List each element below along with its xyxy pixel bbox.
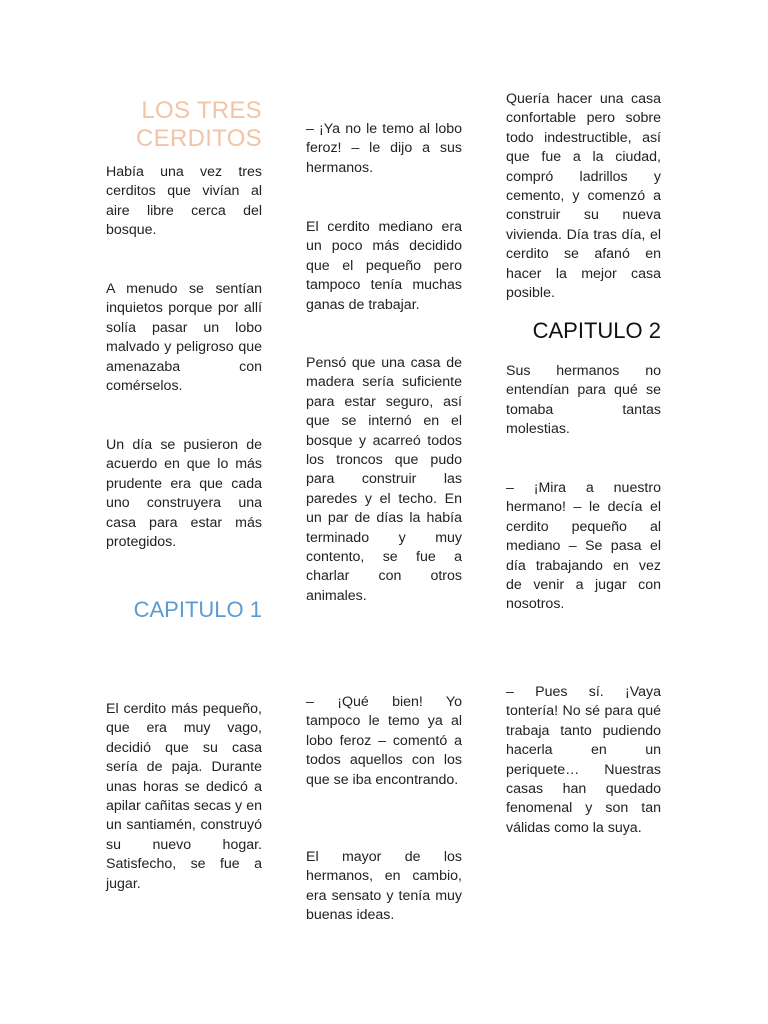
chapter-2-heading: CAPITULO 2 <box>532 318 661 343</box>
col3-paragraph-4: – Pues sí. ¡Vaya tontería! No sé para qué trabaja tanto pudiendo hacerla en un periquete… Nuestras casas han quedado fenomenal y son tan válidas como la suya. <box>506 684 661 836</box>
col1-paragraph-2: A menudo se sentían inquietos porque por allí solía pasar un lobo malvado y peligroso que amenazaba con comérselos. <box>106 281 262 395</box>
col1-paragraph-1: Había una vez tres cerditos que vivían al aire libre cerca del bosque. <box>106 164 262 239</box>
col1-paragraph-4: El cerdito más pequeño, que era muy vago, decidió que su casa sería de paja. Durante unas horas se dedicó a apilar cañitas secas y en un santiamén, construyó su nuevo hogar. Satisfecho, se fue a jugar. <box>106 701 262 892</box>
col2-paragraph-3: Pensó que una casa de madera sería suficiente para estar seguro, así que se internó en el bosque y acarreó todos los troncos que pudo para construir las paredes y el techo. En un par de días la había terminado y muy contento, se fue a charlar con otros animales. <box>306 355 462 604</box>
col3-paragraph-2: Sus hermanos no entendían para qué se tomaba tantas molestias. <box>506 363 661 438</box>
col1-paragraph-3: Un día se pusieron de acuerdo en que lo más prudente era que cada uno construyera una casa para estar más protegidos. <box>106 437 262 551</box>
title-line-2: CERDITOS <box>136 125 262 152</box>
col3-paragraph-1: Quería hacer una casa confortable pero sobre todo indestructible, así que fue a la ciudad, compró ladrillos y cemento, y comenzó a construir su nueva vivienda. Día tras día, el cerdito se afanó en hacer la mejor casa posible. <box>506 91 661 302</box>
col3-paragraph-3: – ¡Mira a nuestro hermano! – le decía el cerdito pequeño al mediano – Se pasa el día trabajando en vez de venir a jugar con nosotros. <box>506 480 661 613</box>
col2-paragraph-4: – ¡Qué bien! Yo tampoco le temo ya al lobo feroz – comentó a todos aquellos con los que se iba encontrando. <box>306 694 462 788</box>
title-line-1: LOS TRES <box>141 97 262 124</box>
col2-paragraph-1: – ¡Ya no le temo al lobo feroz! – le dijo a sus hermanos. <box>306 121 462 176</box>
col2-paragraph-5: El mayor de los hermanos, en cambio, era sensato y tenía muy buenas ideas. <box>306 849 462 924</box>
story-title <box>106 97 262 153</box>
chapter-1-heading: CAPITULO 1 <box>133 597 262 622</box>
col2-paragraph-2: El cerdito mediano era un poco más decidido que el pequeño pero tampoco tenía muchas ganas de trabajar. <box>306 219 462 313</box>
